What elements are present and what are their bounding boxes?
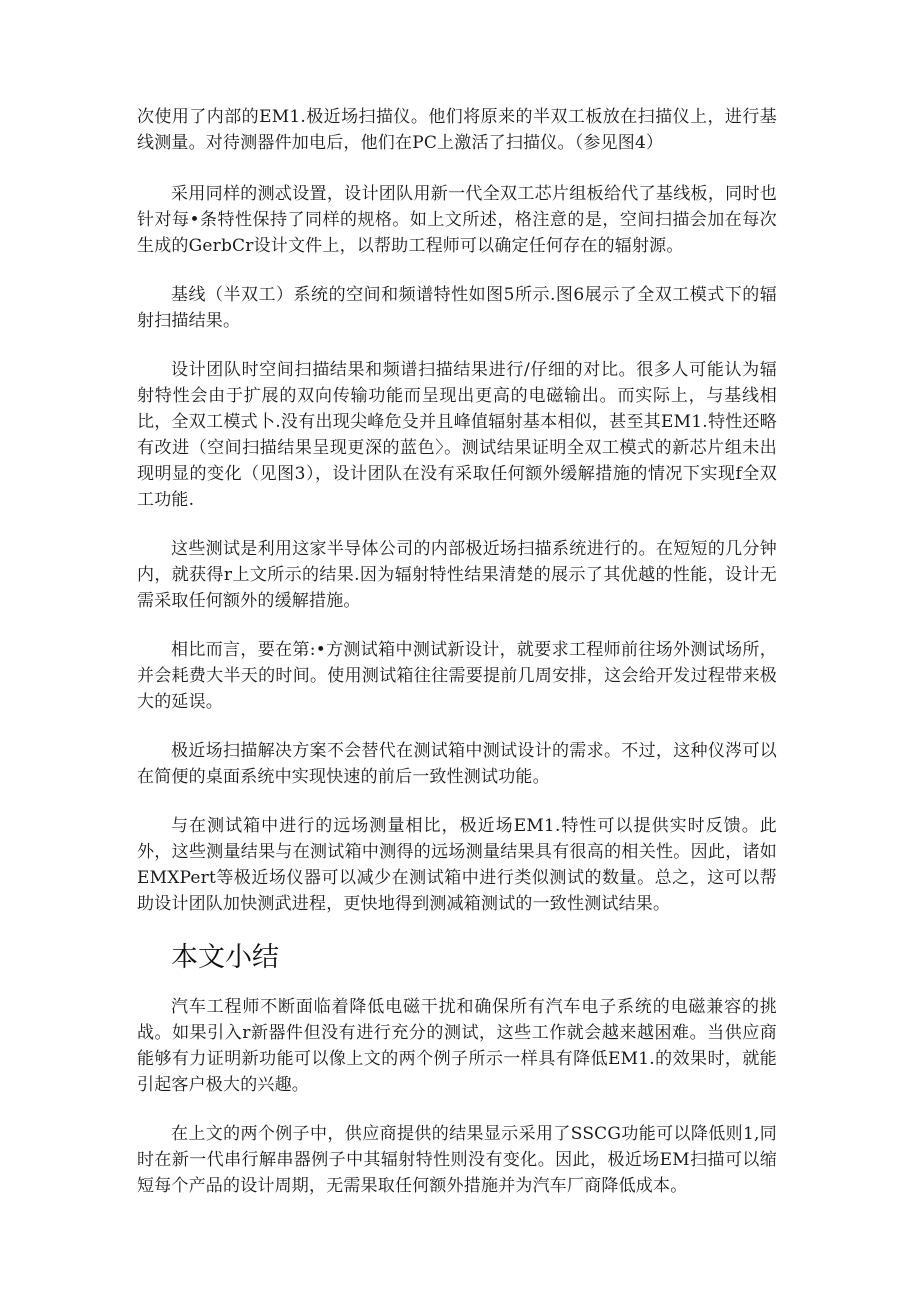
- paragraph: 相比而言，要在第:•方测试箱中测试新设计，就要求工程师前往场外测试场所，并会耗费大半天的时间。使用测试箱往往需要提前几周安排，这会给开发过程带来极大的延误。: [137, 640, 777, 712]
- paragraph: 设计团队时空间扫描结果和频谱扫描结果进行/仔细的对比。很多人可能认为辐射特性会由于扩展的双向传输功能而呈现出更高的电磁输出。而实际上，与基线相比，全双工模式卜.没有出现尖峰危殳并且峰值辐射基本相似，甚至其EM1.特性还略有改进（空间扫描结果呈现更深的蓝色〉。测试结果证明全双工模式的新芯片组未出现明显的变化（见图3），设计团队在没有采取任何额外缓解措施的情况下实现f全双工功能.: [137, 360, 777, 510]
- document-body: [137, 104, 777, 1222]
- section-heading: 本文小结: [171, 942, 279, 973]
- paragraph: 这些测试是利用这家半导体公司的内部极近场扫描系统进行的。在短短的几分钟内，就获得r上文所示的结果.因为辐射特性结果清楚的展示了其优越的性能，设计无需采取任何额外的缓解措施。: [137, 539, 777, 611]
- paragraph: 极近场扫描解决方案不会替代在测试箱中测试设计的需求。不过，这种仪涔可以在简便的桌面系统中实现快速的前后一致性测试功能。: [137, 741, 777, 787]
- paragraph: 基线（半双工）系统的空间和频谱特性如图5所示.图6展示了全双工模式下的辐射扫描结果。: [137, 285, 777, 331]
- paragraph: 采用同样的测忒设置，设计团队用新一代全双工芯片组板给代了基线板，同时也针对每•条特性保持了同样的规格。如上文所述，格注意的是，空间扫描会加在每次生成的GerbCr设计文件上，以帮助工程师可以确定任何存在的辐射源。: [137, 184, 777, 256]
- paragraph: 在上文的两个例子中，供应商提供的结果显示采用了SSCG功能可以降低则1,同时在新一代串行解串器例子中其辐射特性则没有变化。因此，极近场EM扫描可以缩短每个产品的设计周期，无需果取任何额外措施并为汽车厂商降低成本。: [137, 1124, 777, 1196]
- paragraph-continued: 次使用了内部的EM1.极近场扫描仪。他们将原来的半双工板放在扫描仪上，进行基线测量。对待测器件加电后，他们在PC上激活了扫描仪。（参见图4）: [137, 107, 777, 153]
- paragraph: 与在测试箱中进行的远场测量相比，极近场EM1.特性可以提供实时反馈。此外，这些测量结果与在测试箱中测得的远场测量结果具有很高的相关性。因此，诸如EMXPert等极近场仪器可以减少在测试箱中进行类似测试的数量。总之，这可以帮助设计团队加快测武进程，更快地得到测减箱测试的一致性测试结果。: [137, 816, 777, 914]
- paragraph: 汽车工程师不断面临着降低电磁干扰和确保所有汽车电子系统的电磁兼容的挑战。如果引入r新器件但没有进行充分的测试，这些工作就会越来越困难。当供应商能够有力证明新功能可以像上文的两个例子所示一样具有降低EM1.的效果时，就能引起客户极大的兴趣。: [137, 997, 777, 1095]
